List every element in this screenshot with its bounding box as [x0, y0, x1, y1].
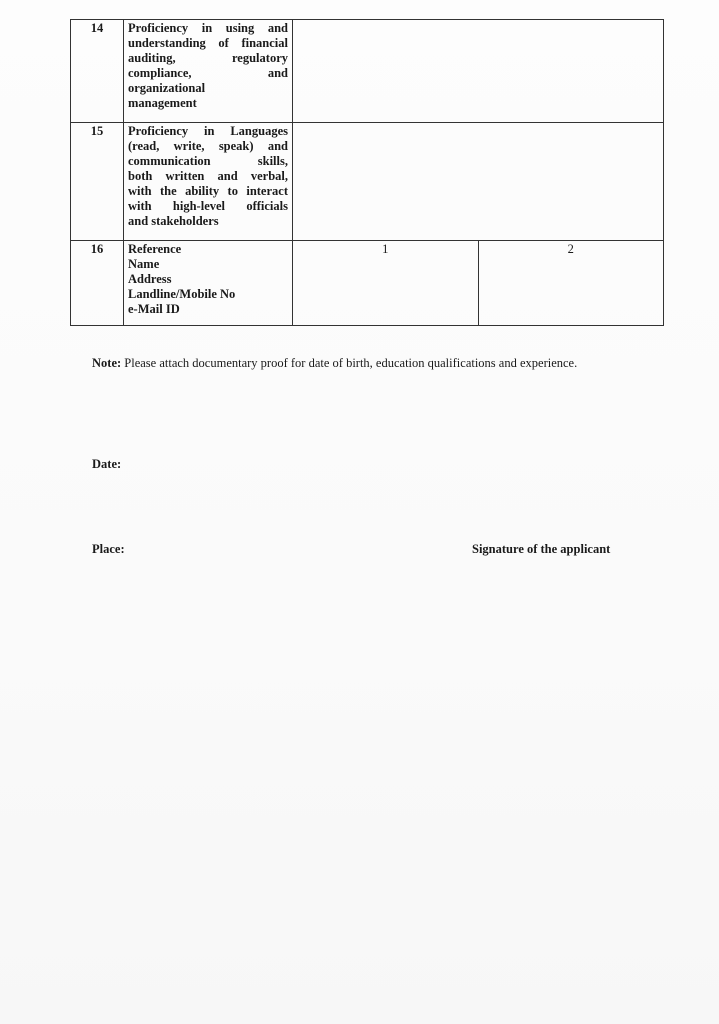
reference-2-cell[interactable]: 2 — [478, 241, 664, 326]
desc-line: compliance, and — [128, 66, 288, 80]
table-row — [71, 241, 664, 326]
desc-line: (read, write, speak) and — [128, 139, 288, 153]
row-description — [124, 241, 293, 326]
desc-line: with the ability to interact — [128, 184, 288, 198]
desc-line: Address — [128, 272, 172, 286]
desc-line: management — [128, 96, 197, 110]
desc-line: Landline/Mobile No — [128, 287, 236, 301]
row-description — [124, 123, 293, 241]
answer-cell[interactable] — [293, 123, 664, 241]
row-number: 16 — [71, 241, 124, 326]
desc-line: understanding of financial — [128, 36, 288, 50]
date-label: Date: — [92, 457, 122, 471]
desc-line: communication skills, — [128, 154, 288, 168]
row-description — [124, 20, 293, 123]
desc-line: Proficiency in Languages — [128, 124, 288, 138]
desc-line: auditing, regulatory — [128, 51, 288, 65]
table-row — [71, 20, 664, 123]
desc-line: Reference — [128, 242, 182, 256]
desc-line: Name — [128, 257, 160, 271]
desc-line: and stakeholders — [128, 214, 219, 228]
signature-label: Signature of the applicant — [472, 542, 611, 556]
reference-1-cell[interactable]: 1 — [293, 241, 479, 326]
place-label: Place: — [92, 542, 125, 556]
note-paragraph — [92, 355, 640, 372]
table-row — [71, 123, 664, 241]
answer-cell[interactable] — [293, 20, 664, 123]
desc-line: both written and verbal, — [128, 169, 288, 183]
desc-line: Proficiency in using and — [128, 21, 288, 35]
note-text: Please attach documentary proof for date of birth, education qualifications and experience. — [124, 356, 578, 370]
desc-line: with high-level officials — [128, 199, 288, 213]
row-number: 15 — [71, 123, 124, 241]
desc-line: organizational — [128, 81, 206, 95]
note-label: Note: — [92, 356, 122, 370]
application-form-table — [70, 19, 664, 326]
desc-line: e-Mail ID — [128, 302, 180, 316]
row-number: 14 — [71, 20, 124, 123]
